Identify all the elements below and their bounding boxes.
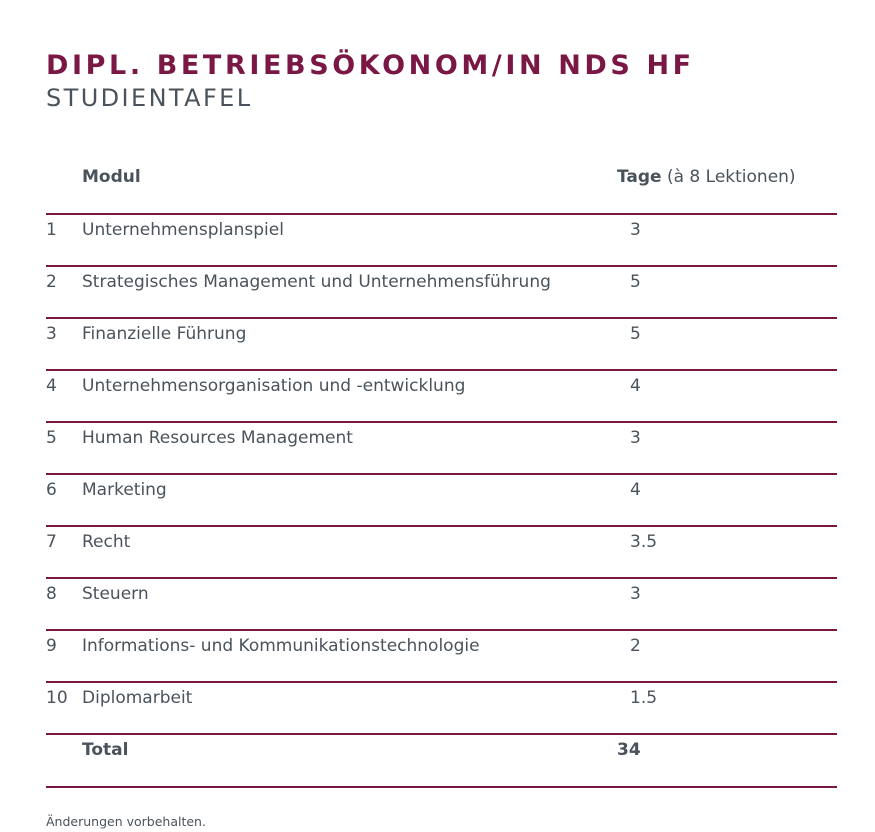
row-days: 5 bbox=[630, 324, 641, 344]
table-row bbox=[0, 323, 875, 345]
document-title: DIPL. BETRIEBSÖKONOM/IN NDS HF bbox=[46, 50, 695, 81]
table-total-row bbox=[0, 739, 875, 761]
total-days: 34 bbox=[617, 740, 641, 760]
row-days: 3 bbox=[630, 428, 641, 448]
table-divider bbox=[46, 577, 837, 579]
table-row bbox=[0, 219, 875, 241]
row-days: 3.5 bbox=[630, 532, 658, 552]
row-number: 3 bbox=[46, 324, 57, 344]
footnote: Änderungen vorbehalten. bbox=[46, 814, 206, 829]
column-header-modul: Modul bbox=[82, 167, 141, 187]
row-module-name: Informations- und Kommunikationstechnologie bbox=[82, 636, 480, 656]
row-module-name: Unternehmensplanspiel bbox=[82, 220, 284, 240]
table-divider bbox=[46, 265, 837, 267]
row-days: 5 bbox=[630, 272, 641, 292]
table-divider bbox=[46, 629, 837, 631]
row-module-name: Marketing bbox=[82, 480, 167, 500]
total-label: Total bbox=[82, 740, 129, 760]
table-row bbox=[0, 271, 875, 293]
row-number: 6 bbox=[46, 480, 57, 500]
table-divider bbox=[46, 317, 837, 319]
row-number: 4 bbox=[46, 376, 57, 396]
table-divider bbox=[46, 421, 837, 423]
table-row bbox=[0, 687, 875, 709]
row-number: 7 bbox=[46, 532, 57, 552]
row-number: 2 bbox=[46, 272, 57, 292]
table-divider bbox=[46, 681, 837, 683]
row-number: 1 bbox=[46, 220, 57, 240]
row-number: 8 bbox=[46, 584, 57, 604]
table-divider bbox=[46, 473, 837, 475]
row-module-name: Human Resources Management bbox=[82, 428, 353, 448]
row-days: 1.5 bbox=[630, 688, 658, 708]
table-divider bbox=[46, 733, 837, 735]
table-divider bbox=[46, 369, 837, 371]
row-number: 9 bbox=[46, 636, 57, 656]
row-module-name: Diplomarbeit bbox=[82, 688, 193, 708]
table-divider bbox=[46, 786, 837, 788]
row-module-name: Unternehmensorganisation und -entwicklung bbox=[82, 376, 466, 396]
table-divider bbox=[46, 213, 837, 215]
table-row bbox=[0, 479, 875, 501]
row-days: 3 bbox=[630, 220, 641, 240]
column-header-tage-label: Tage bbox=[617, 167, 662, 187]
row-module-name: Finanzielle Führung bbox=[82, 324, 247, 344]
table-row bbox=[0, 583, 875, 605]
table-row bbox=[0, 427, 875, 449]
row-number: 10 bbox=[46, 688, 68, 708]
row-days: 4 bbox=[630, 376, 641, 396]
table-row bbox=[0, 375, 875, 397]
row-number: 5 bbox=[46, 428, 57, 448]
table-row bbox=[0, 635, 875, 657]
row-days: 4 bbox=[630, 480, 641, 500]
row-module-name: Strategisches Management und Unternehmensführung bbox=[82, 272, 551, 292]
column-header-tage bbox=[617, 166, 796, 188]
column-header-tage-note: (à 8 Lektionen) bbox=[661, 167, 796, 187]
table-row bbox=[0, 531, 875, 553]
table-divider bbox=[46, 525, 837, 527]
row-days: 3 bbox=[630, 584, 641, 604]
row-module-name: Steuern bbox=[82, 584, 149, 604]
row-days: 2 bbox=[630, 636, 641, 656]
document-subtitle: STUDIENTAFEL bbox=[46, 84, 253, 112]
row-module-name: Recht bbox=[82, 532, 131, 552]
